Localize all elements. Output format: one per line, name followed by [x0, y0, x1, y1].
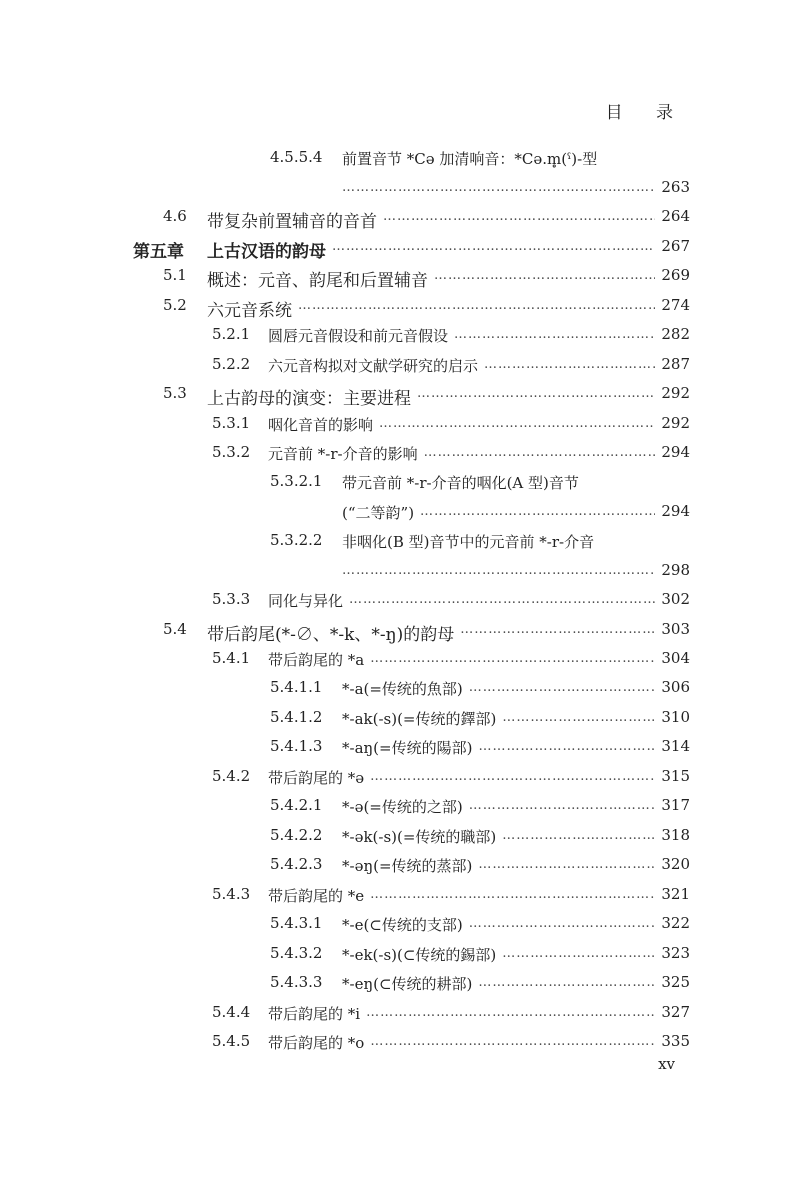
toc-entry-number: 5.3.2	[212, 443, 251, 461]
toc-entry	[0, 737, 800, 767]
toc-entry-number: 5.3.3	[212, 590, 251, 608]
toc-entry-title: *-e(⊂传统的支部)	[342, 916, 463, 934]
dot-leader	[469, 914, 656, 931]
toc-entry-page: 269	[661, 266, 690, 284]
toc-entry-number: 5.3.2.1	[270, 472, 323, 490]
dot-leader	[342, 178, 655, 195]
toc-entry-number: 5.4.1.2	[270, 708, 323, 726]
dot-leader	[366, 1003, 655, 1020]
page-number: xv	[658, 1055, 675, 1073]
toc-entry-title: *-aŋ(=传统的陽部)	[342, 739, 473, 757]
toc-entry	[0, 708, 800, 738]
toc-entry-page: 306	[661, 678, 690, 696]
toc-entry-page: 294	[661, 502, 690, 520]
toc-entry-title: 带后韵尾的 *a	[268, 651, 365, 669]
toc-entry-number: 5.4.2.3	[270, 855, 323, 873]
toc-entry-title: *-ə(=传统的之部)	[342, 798, 463, 816]
toc-entry-number: 5.4.2	[212, 767, 251, 785]
toc-entry-page: 264	[661, 207, 690, 225]
toc-entry-page: 310	[661, 708, 690, 726]
toc-entry-number: 5.4.4	[212, 1003, 251, 1021]
toc-entry	[0, 178, 800, 208]
toc-entry-page: 314	[661, 737, 690, 755]
dot-leader	[460, 620, 655, 637]
toc-entry-number: 5.3.2.2	[270, 531, 323, 549]
dot-leader	[420, 502, 655, 519]
toc-entry	[0, 561, 800, 591]
toc-entry	[0, 1003, 800, 1033]
toc-entry-title: 六元音系统	[207, 301, 292, 321]
dot-leader	[332, 237, 655, 254]
toc-entry-page: 302	[661, 590, 690, 608]
toc-entry-title: 带后韵尾的 *e	[268, 887, 365, 905]
toc-entry	[0, 502, 800, 532]
toc-entry	[0, 237, 800, 267]
dot-leader	[469, 678, 656, 695]
toc-entry-page: 303	[661, 620, 690, 638]
toc-entry-number: 5.3	[163, 384, 187, 402]
dot-leader	[424, 443, 656, 460]
dot-leader	[342, 561, 655, 578]
toc-entry-title: *-eŋ(⊂传统的耕部)	[342, 975, 473, 993]
toc-entry-title: 圆唇元音假设和前元音假设	[268, 327, 449, 345]
toc-entry	[0, 296, 800, 326]
toc-entry-page: 294	[661, 443, 690, 461]
toc-entry-number: 5.4.5	[212, 1032, 251, 1050]
toc-entry-page: 292	[661, 384, 690, 402]
dot-leader	[379, 414, 655, 431]
toc-entry-page: 304	[661, 649, 690, 667]
toc-entry-page: 298	[661, 561, 690, 579]
toc-entry-page: 282	[661, 325, 690, 343]
dot-leader	[370, 1032, 655, 1049]
toc-entry	[0, 649, 800, 679]
toc-entry-number: 5.2.2	[212, 355, 251, 373]
toc-entry-title: 前置音节 *Cə 加清响音：*Cə.m̥(ˤ)-型	[342, 150, 598, 168]
dot-leader	[502, 826, 655, 843]
toc-entry-title: *-ək(-s)(=传统的職部)	[342, 828, 497, 846]
toc-entry-number: 第五章	[133, 242, 184, 262]
toc-entry-number: 5.2.1	[212, 325, 251, 343]
toc-entry-page: 274	[661, 296, 690, 314]
toc-entry-page: 287	[661, 355, 690, 373]
toc-entry	[0, 325, 800, 355]
toc-entry-number: 5.4.3.2	[270, 944, 323, 962]
toc-entry-title: 带后韵尾(*-∅、*-k、*-ŋ)的韵母	[207, 625, 455, 645]
dot-leader	[478, 855, 655, 872]
dot-leader	[502, 944, 655, 961]
toc-entry	[0, 973, 800, 1003]
dot-leader	[298, 296, 655, 313]
toc-entry	[0, 414, 800, 444]
toc-entry-number: 5.4	[163, 620, 187, 638]
toc-entry-page: 318	[661, 826, 690, 844]
toc-entry	[0, 767, 800, 797]
toc-entry-page: 335	[661, 1032, 690, 1050]
toc-entry-page: 267	[661, 237, 690, 255]
dot-leader	[349, 590, 655, 607]
toc-entry-title: 带元音前 *-r-介音的咽化(A 型)音节	[342, 474, 579, 492]
toc-entry-title: 咽化音首的影响	[268, 416, 374, 434]
toc-entry-number: 4.6	[163, 207, 187, 225]
toc-entry	[0, 531, 800, 561]
toc-entry-title: 概述：元音、韵尾和后置辅音	[207, 271, 428, 291]
toc-entry-page: 315	[661, 767, 690, 785]
toc-entry-page: 292	[661, 414, 690, 432]
toc-entry-number: 5.4.1.3	[270, 737, 323, 755]
toc-entry-title: 非咽化(B 型)音节中的元音前 *-r-介音	[342, 533, 595, 551]
toc-entry-number: 5.3.1	[212, 414, 251, 432]
toc-entry-page: 321	[661, 885, 690, 903]
toc-entry	[0, 472, 800, 502]
toc-entry-number: 5.4.2.1	[270, 796, 323, 814]
toc-entry-page: 327	[661, 1003, 690, 1021]
toc-entry	[0, 914, 800, 944]
dot-leader	[484, 355, 655, 372]
toc-entry-title: 元音前 *-r-介音的影响	[268, 445, 418, 463]
dot-leader	[370, 885, 655, 902]
toc-entry-number: 5.4.3.1	[270, 914, 323, 932]
toc-entry	[0, 384, 800, 414]
toc-entry	[0, 855, 800, 885]
toc-entry-number: 5.4.3.3	[270, 973, 323, 991]
dot-leader	[383, 207, 655, 224]
toc-entry	[0, 944, 800, 974]
toc-entry	[0, 266, 800, 296]
toc-entry-number: 4.5.5.4	[270, 148, 323, 166]
toc-entry-title: 带后韵尾的 *i	[268, 1005, 361, 1023]
toc-entry-title: 带复杂前置辅音的音首	[207, 212, 377, 232]
toc-entry	[0, 207, 800, 237]
toc-entry-title: (“二等韵”)	[342, 504, 415, 522]
dot-leader	[370, 767, 655, 784]
running-header: 目 录	[605, 103, 687, 123]
toc-entry-page: 325	[661, 973, 690, 991]
toc-entry	[0, 443, 800, 473]
toc-entry-page: 322	[661, 914, 690, 932]
dot-leader	[454, 325, 655, 342]
toc-entry-title: 带后韵尾的 *o	[268, 1034, 365, 1052]
toc-entry-page: 263	[661, 178, 690, 196]
toc-entry	[0, 1032, 800, 1062]
dot-leader	[434, 266, 655, 283]
toc-entry-number: 5.1	[163, 266, 187, 284]
toc-entry-number: 5.2	[163, 296, 187, 314]
toc-entry-title: *-əŋ(=传统的蒸部)	[342, 857, 473, 875]
dot-leader	[469, 796, 656, 813]
dot-leader	[478, 973, 655, 990]
toc-entry-title: *-ak(-s)(=传统的鐸部)	[342, 710, 497, 728]
dot-leader	[417, 384, 655, 401]
toc-entry-page: 317	[661, 796, 690, 814]
toc-entry	[0, 678, 800, 708]
toc-entry-title: 上古韵母的演变：主要进程	[207, 389, 411, 409]
toc-entry-title: *-ek(-s)(⊂传统的錫部)	[342, 946, 497, 964]
dot-leader	[502, 708, 655, 725]
toc-entry-title: 带后韵尾的 *ə	[268, 769, 365, 787]
toc-entry-page: 320	[661, 855, 690, 873]
toc-entry-page: 323	[661, 944, 690, 962]
toc-entry	[0, 796, 800, 826]
toc-entry	[0, 826, 800, 856]
toc-entry	[0, 590, 800, 620]
toc-entry-number: 5.4.3	[212, 885, 251, 903]
dot-leader	[370, 649, 655, 666]
toc-entry-title: 同化与异化	[268, 592, 344, 610]
toc-entry-title: *-a(=传统的魚部)	[342, 680, 463, 698]
toc-entry	[0, 885, 800, 915]
toc-entry	[0, 355, 800, 385]
toc-entry-title: 六元音构拟对文献学研究的启示	[268, 357, 479, 375]
toc-entry	[0, 620, 800, 650]
toc-entry	[0, 148, 800, 178]
dot-leader	[478, 737, 655, 754]
toc-entry-title: 上古汉语的韵母	[207, 242, 326, 262]
toc-entry-number: 5.4.2.2	[270, 826, 323, 844]
toc-entry-number: 5.4.1	[212, 649, 251, 667]
toc-entry-number: 5.4.1.1	[270, 678, 323, 696]
